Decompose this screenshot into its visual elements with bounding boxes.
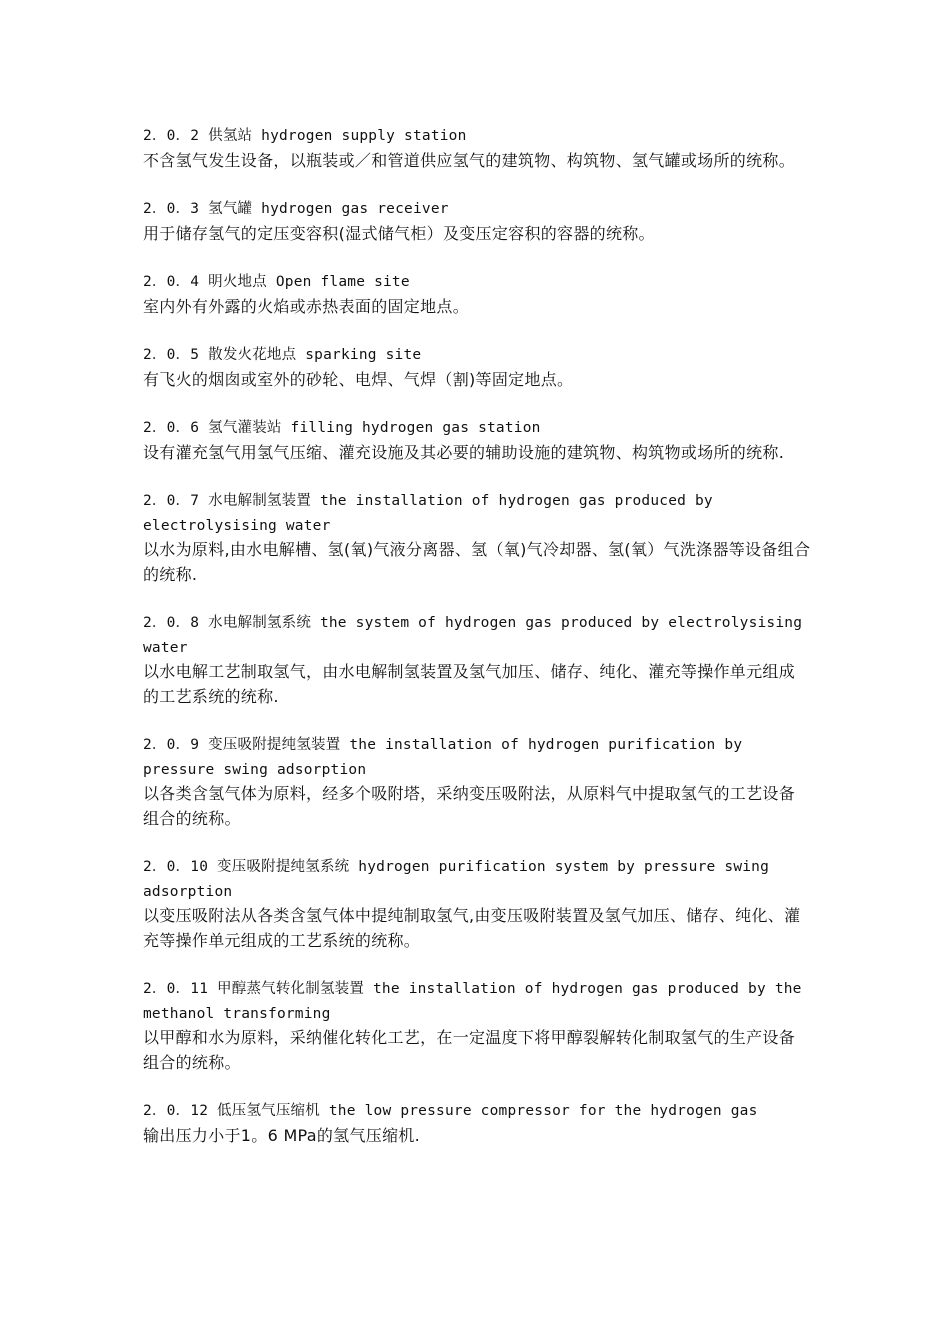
term-2-0-4 [143, 270, 811, 319]
term-definition: 以变压吸附法从各类含氢气体中提纯制取氢气,由变压吸附装置及氢气加压、储存、纯化、灌充等操作单元组成的工艺系统的统称。 [143, 906, 801, 950]
term-2-0-2 [143, 124, 811, 173]
term-definition: 以甲醇和水为原料，采纳催化转化工艺，在一定温度下将甲醇裂解转化制取氢气的生产设备组合的统称。 [143, 1028, 796, 1072]
term-2-0-11 [143, 977, 811, 1075]
term-definition: 有飞火的烟囱或室外的砂轮、电焊、气焊（割)等固定地点。 [143, 369, 574, 389]
term-definition: 输出压力小于1。6 MPa的氢气压缩机. [143, 1125, 421, 1145]
term-definition: 设有灌充氢气用氢气压缩、灌充设施及其必要的辅助设施的建筑物、构筑物或场所的统称. [143, 442, 785, 462]
term-2-0-5 [143, 343, 811, 392]
term-heading: 2．0．12 低压氢气压缩机 the low pressure compressor for the hydrogen gas [143, 1103, 758, 1119]
term-definition: 用于储存氢气的定压变容积(湿式储气柜）及变压定容积的容器的统称。 [143, 223, 655, 243]
term-2-0-8 [143, 611, 811, 709]
term-definition: 以水电解工艺制取氢气，由水电解制氢装置及氢气加压、储存、纯化、灌充等操作单元组成的工艺系统的统称. [143, 662, 796, 706]
term-heading: 2．0．8 水电解制氢系统 the system of hydrogen gas produced by electrolysising water [143, 615, 803, 656]
term-definition: 不含氢气发生设备，以瓶装或／和管道供应氢气的建筑物、构筑物、氢气罐或场所的统称。 [143, 150, 796, 170]
term-heading: 2．0．6 氢气灌装站 filling hydrogen gas station [143, 420, 541, 436]
term-heading: 2．0．5 散发火花地点 sparking site [143, 347, 422, 363]
term-2-0-12 [143, 1099, 811, 1148]
term-2-0-9 [143, 733, 811, 831]
term-2-0-6 [143, 416, 811, 465]
term-2-0-10 [143, 855, 811, 953]
term-heading: 2．0．2 供氢站 hydrogen supply station [143, 128, 467, 144]
term-heading: 2．0．7 水电解制氢装置 the installation of hydrogen gas produced by electrolysising water [143, 493, 713, 534]
term-heading: 2．0．11 甲醇蒸气转化制氢装置 the installation of hydrogen gas produced by the methanol transforming [143, 981, 802, 1022]
term-heading: 2．0．10 变压吸附提纯氢系统 hydrogen purification system by pressure swing adsorption [143, 859, 770, 900]
term-heading: 2．0．3 氢气罐 hydrogen gas receiver [143, 201, 449, 217]
term-definition: 以各类含氢气体为原料，经多个吸附塔，采纳变压吸附法，从原料气中提取氢气的工艺设备组合的统称。 [143, 784, 796, 828]
term-heading: 2．0．9 变压吸附提纯氢装置 the installation of hydrogen purification by pressure swing adsorption [143, 737, 743, 778]
term-definition: 以水为原料,由水电解槽、氢(氧)气液分离器、氢（氧)气冷却器、氢(氧）气洗涤器等设备组合的统称. [143, 540, 811, 584]
term-2-0-7 [143, 489, 811, 587]
document-page [143, 124, 811, 1172]
term-definition: 室内外有外露的火焰或赤热表面的固定地点。 [143, 296, 470, 316]
term-2-0-3 [143, 197, 811, 246]
term-heading: 2．0．4 明火地点 Open flame site [143, 274, 410, 290]
